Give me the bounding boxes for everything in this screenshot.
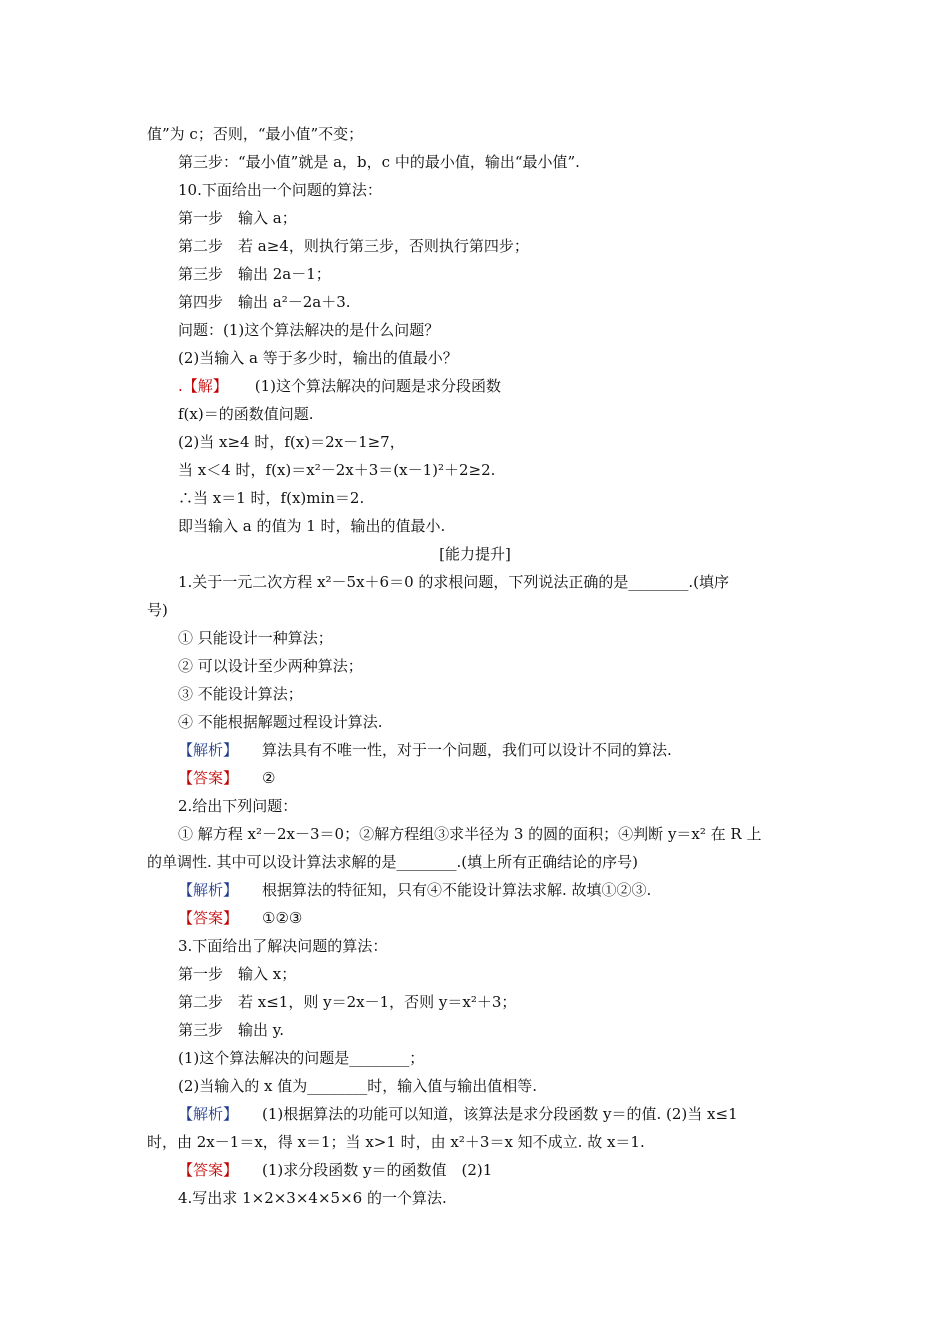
analysis-text: (1)根据算法的功能可以知道，该算法是求分段函数 y＝的值. (2)当 x≤1: [262, 1105, 738, 1123]
text-line: 第二步 若 a≥4，则执行第三步，否则执行第四步；: [178, 237, 529, 255]
question-3-heading: 3.下面给出了解决问题的算法：: [178, 937, 388, 955]
text-line: 第一步 输入 x；: [178, 965, 297, 983]
text-line: 第一步 输入 a；: [178, 209, 297, 227]
solution-dot: .: [178, 377, 183, 395]
text-line: 当 x＜4 时，f(x)＝x²－2x＋3＝(x－1)²＋2≥2.: [178, 461, 496, 479]
analysis-tag: 【解析】: [178, 1105, 239, 1123]
text-line: 号): [147, 601, 168, 619]
text-line: (2)当 x≥4 时，f(x)＝2x－1≥7，: [178, 433, 405, 451]
answer-tag: 【答案】: [178, 1161, 239, 1179]
option-line: ④ 不能根据解题过程设计算法.: [178, 713, 383, 731]
question-4-heading: 4.写出求 1×2×3×4×5×6 的一个算法.: [178, 1189, 447, 1207]
analysis-line: [178, 740, 838, 760]
text-line: 的单调性. 其中可以设计算法求解的是________.(填上所有正确结论的序号): [147, 853, 639, 871]
question-2-heading: 2.给出下列问题：: [178, 797, 298, 815]
option-line: ② 可以设计至少两种算法；: [178, 657, 363, 675]
analysis-line: [178, 880, 838, 900]
section-heading: [能力提升]: [439, 545, 511, 563]
text-line: (2)当输入 a 等于多少时，输出的值最小？: [178, 349, 458, 367]
analysis-text: 根据算法的特征知，只有④不能设计算法求解. 故填①②③.: [262, 881, 652, 899]
analysis-tag: 【解析】: [178, 741, 239, 759]
solution-line: [178, 376, 838, 396]
text-line: 问题：(1)这个算法解决的是什么问题？: [178, 321, 440, 339]
text-line: 即当输入 a 的值为 1 时，输出的值最小.: [178, 517, 446, 535]
solution-tag: 【解】: [182, 377, 228, 395]
solution-text: (1)这个算法解决的问题是求分段函数: [254, 377, 502, 395]
answer-line: [178, 1160, 838, 1180]
text-line: 第三步：“最小值”就是 a，b，c 中的最小值，输出“最小值”.: [178, 153, 580, 171]
text-line: 第四步 输出 a²－2a＋3.: [178, 293, 351, 311]
analysis-line: [178, 1104, 838, 1124]
answer-text: ①②③: [262, 909, 303, 927]
answer-tag: 【答案】: [178, 909, 239, 927]
analysis-tag: 【解析】: [178, 881, 239, 899]
text-line: (2)当输入的 x 值为________时，输入值与输出值相等.: [178, 1077, 538, 1095]
answer-text: ②: [262, 769, 276, 787]
text-line: (1)这个算法解决的问题是________；: [178, 1049, 425, 1067]
text-line: f(x)＝的函数值问题.: [178, 405, 314, 423]
answer-text: (1)求分段函数 y＝的函数值 (2)1: [262, 1161, 493, 1179]
answer-line: [178, 768, 838, 788]
text-line: 第三步 输出 2a－1；: [178, 265, 331, 283]
answer-line: [178, 908, 838, 928]
text-line: 时，由 2x－1＝x，得 x＝1；当 x>1 时，由 x²＋3＝x 知不成立. 故 x＝1.: [147, 1133, 645, 1151]
text-line: ① 解方程 x²－2x－3＝0；②解方程组③求半径为 3 的圆的面积；④判断 y＝x² 在 R 上: [178, 825, 762, 843]
option-line: ① 只能设计一种算法；: [178, 629, 333, 647]
text-line: ∴当 x＝1 时，f(x)min＝2.: [178, 489, 365, 507]
option-line: ③ 不能设计算法；: [178, 685, 303, 703]
text-line: 第三步 输出 y.: [178, 1021, 285, 1039]
answer-tag: 【答案】: [178, 769, 239, 787]
text-line: 第二步 若 x≤1，则 y＝2x－1，否则 y＝x²＋3；: [178, 993, 517, 1011]
question-1-heading: 1.关于一元二次方程 x²－5x＋6＝0 的求根问题，下列说法正确的是________.(填序: [178, 573, 730, 591]
analysis-text: 算法具有不唯一性，对于一个问题，我们可以设计不同的算法.: [262, 741, 672, 759]
question-10-heading: 10.下面给出一个问题的算法：: [178, 181, 382, 199]
text-line: 值”为 c；否则，“最小值”不变；: [147, 125, 364, 143]
